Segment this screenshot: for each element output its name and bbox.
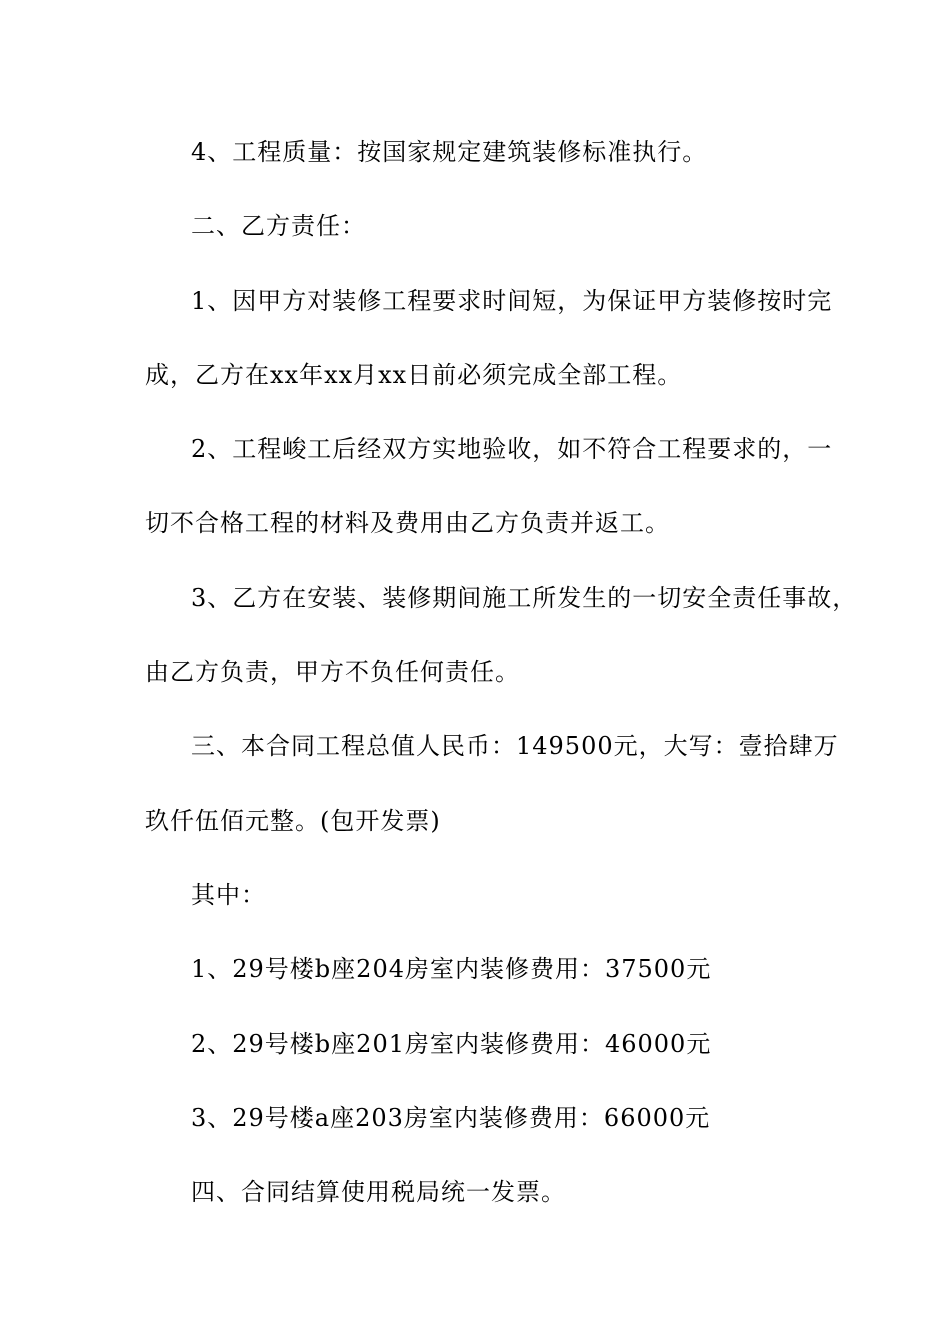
- section-heading-total-value: 三、本合同工程总值人民币：149500元，大写：壹拾肆万: [191, 732, 839, 761]
- subheading-breakdown: 其中：: [191, 880, 266, 909]
- section-heading-settlement: 四、合同结算使用税局统一发票。: [191, 1178, 566, 1207]
- list-item: 1、29号楼b座204房室内装修费用：37500元: [191, 955, 712, 984]
- section-heading-party-b: 二、乙方责任：: [191, 212, 366, 241]
- paragraph-quality-clause: 4、工程质量：按国家规定建筑装修标准执行。: [191, 138, 708, 166]
- list-item: 3、29号楼a座203房室内装修费用：66000元: [191, 1103, 711, 1132]
- paragraph-line: 玖仟伍佰元整。(包开发票): [145, 806, 441, 835]
- paragraph-line: 由乙方负责，甲方不负任何责任。: [145, 658, 520, 687]
- document-body: [145, 128, 858, 1242]
- paragraph-line: 成，乙方在xx年xx月xx日前必须完成全部工程。: [145, 360, 683, 389]
- paragraph-line: 1、因甲方对装修工程要求时间短，为保证甲方装修按时完: [191, 286, 833, 315]
- paragraph-line: 2、工程峻工后经双方实地验收，如不符合工程要求的，一: [191, 435, 833, 464]
- paragraph-line: 3、乙方在安装、装修期间施工所发生的一切安全责任事故，: [191, 583, 858, 612]
- list-item: 2、29号楼b座201房室内装修费用：46000元: [191, 1029, 712, 1058]
- paragraph-line: 切不合格工程的材料及费用由乙方负责并返工。: [145, 509, 670, 538]
